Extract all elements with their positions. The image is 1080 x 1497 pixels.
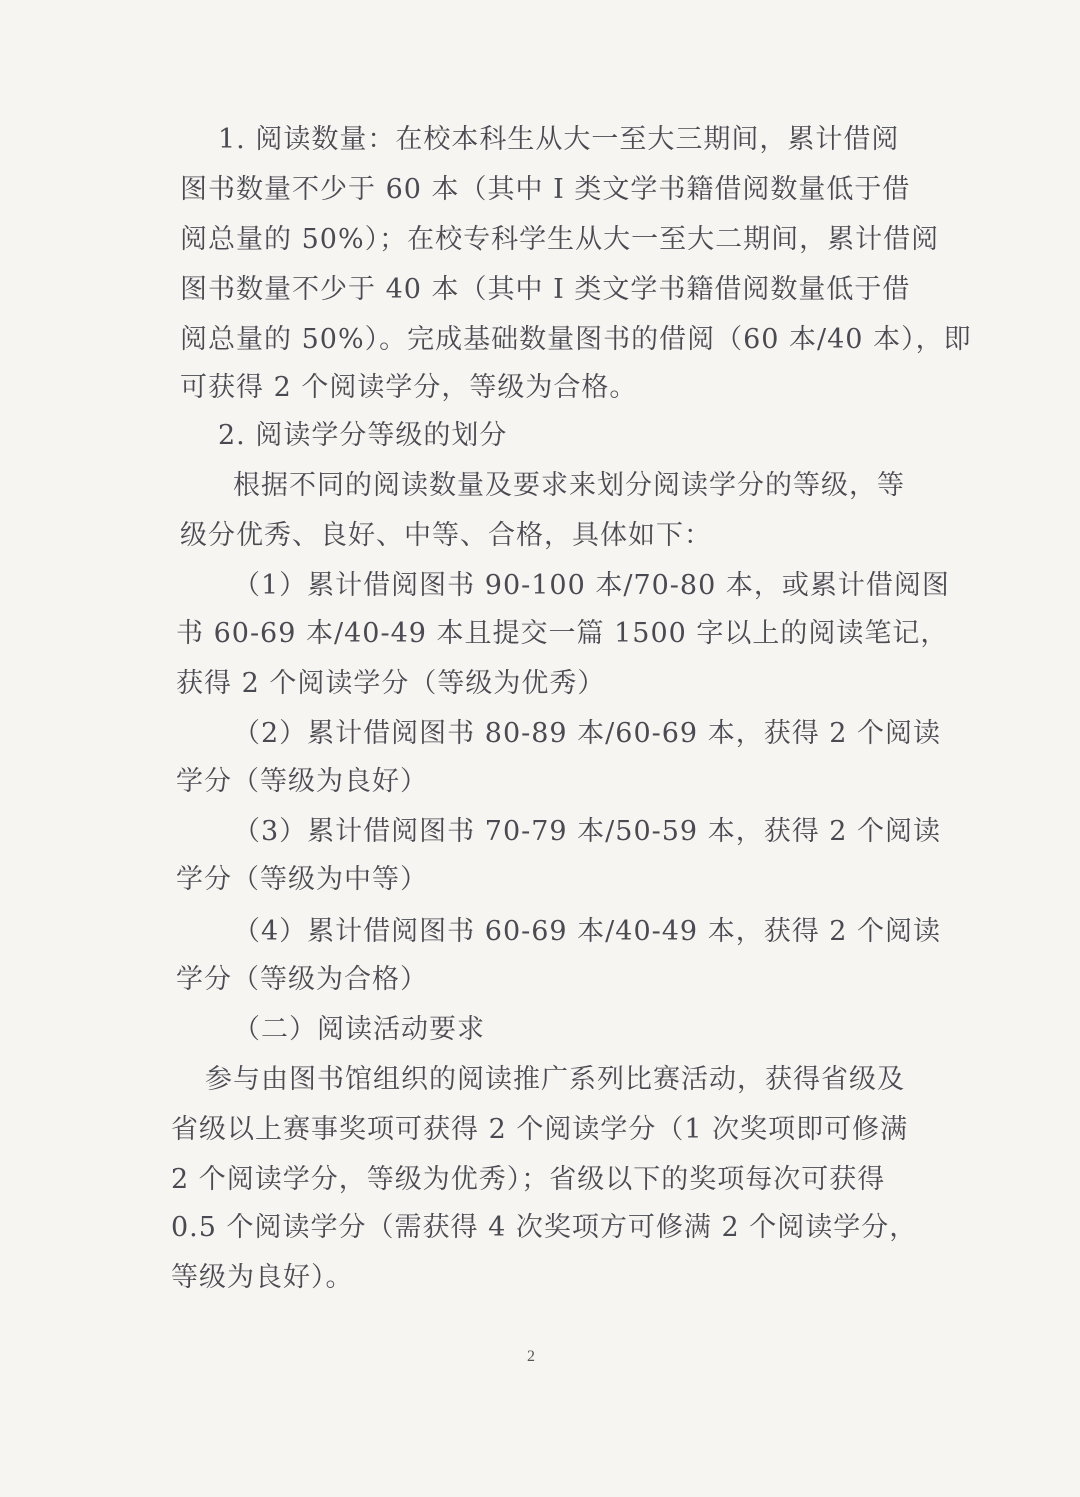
grade4-line1: （4）累计借阅图书 60-69 本/40-49 本，获得 2 个阅读 xyxy=(233,916,942,947)
intro-line1: 根据不同的阅读数量及要求来划分阅读学分的等级，等 xyxy=(233,470,905,501)
item2-heading: 2. 阅读学分等级的划分 xyxy=(218,420,508,451)
section2-line2: 省级以上赛事奖项可获得 2 个阅读学分（1 次奖项即可修满 xyxy=(171,1114,909,1145)
grade3-line1: （3）累计借阅图书 70-79 本/50-59 本，获得 2 个阅读 xyxy=(233,816,942,847)
item1-line5: 阅总量的 50%）。完成基础数量图书的借阅（60 本/40 本），即 xyxy=(180,324,972,355)
intro-line2: 级分优秀、良好、中等、合格，具体如下： xyxy=(180,520,712,551)
item1-line3: 阅总量的 50%）；在校专科学生从大一至大二期间，累计借阅 xyxy=(180,224,940,255)
item1-line4: 图书数量不少于 40 本（其中 I 类文学书籍借阅数量低于借 xyxy=(180,274,911,305)
section2-line4: 0.5 个阅读学分（需获得 4 次奖项方可修满 2 个阅读学分， xyxy=(171,1212,918,1243)
item1-line1: 1. 阅读数量：在校本科生从大一至大三期间，累计借阅 xyxy=(218,124,900,155)
item1-line2: 图书数量不少于 60 本（其中 I 类文学书籍借阅数量低于借 xyxy=(180,174,911,205)
grade1-line1: （1）累计借阅图书 90-100 本/70-80 本，或累计借阅图 xyxy=(233,570,950,601)
grade1-line3: 获得 2 个阅读学分（等级为优秀） xyxy=(176,668,606,699)
section2-line3: 2 个阅读学分，等级为优秀）；省级以下的奖项每次可获得 xyxy=(171,1164,886,1195)
grade1-line2: 书 60-69 本/40-49 本且提交一篇 1500 字以上的阅读笔记， xyxy=(176,618,949,649)
page-number: 2 xyxy=(527,1348,536,1365)
section2-line1: 参与由图书馆组织的阅读推广系列比赛活动，获得省级及 xyxy=(205,1064,905,1095)
grade2-line1: （2）累计借阅图书 80-89 本/60-69 本，获得 2 个阅读 xyxy=(233,718,942,749)
section2-heading: （二）阅读活动要求 xyxy=(233,1014,485,1045)
grade4-line2: 学分（等级为合格） xyxy=(176,964,428,995)
grade3-line2: 学分（等级为中等） xyxy=(176,864,428,895)
item1-line6: 可获得 2 个阅读学分，等级为合格。 xyxy=(180,372,638,403)
section2-line5: 等级为良好）。 xyxy=(171,1262,354,1293)
grade2-line2: 学分（等级为良好） xyxy=(176,766,428,797)
